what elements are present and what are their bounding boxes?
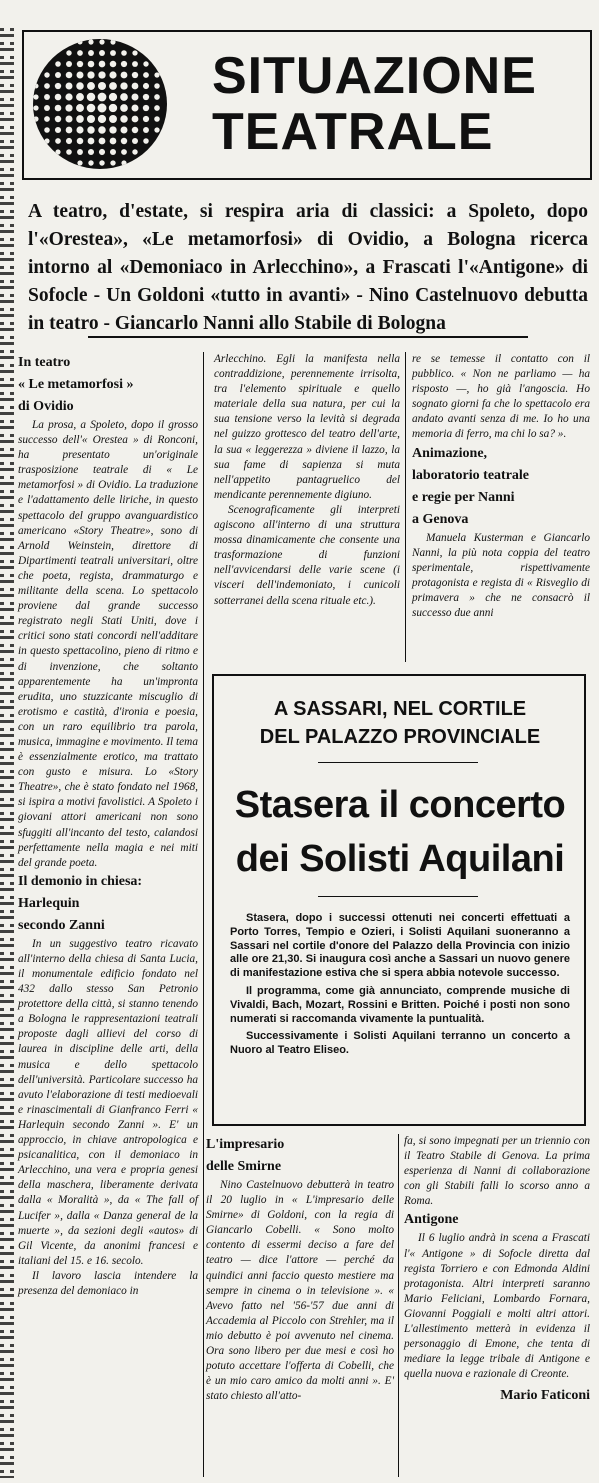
logo-dot [132, 83, 139, 90]
logo-dot [88, 160, 93, 165]
logo-dot [77, 61, 83, 67]
logo-dot [55, 61, 61, 67]
logo-dot [120, 82, 127, 89]
logo-dot [33, 83, 38, 88]
logo-dot [87, 93, 95, 101]
logo-dot [66, 127, 73, 134]
logo-dot [44, 105, 50, 111]
greek-key-border [0, 28, 14, 1478]
logo-dot [66, 138, 72, 144]
logo-dot [33, 105, 38, 110]
logo-dot [76, 115, 84, 123]
page-title [212, 48, 537, 160]
logo-dot [77, 149, 83, 155]
logo-dot [110, 160, 115, 165]
logo-dot [77, 39, 82, 44]
logo-dot [77, 50, 83, 56]
paragraph: re se temesse il contatto con il pubblico. « Non ne parliamo — ha risposto —, ho già l'angoscia. Ho sognato giorni fa che lo spettacolo era andato avanti senza di me. Io ho una memoria di ferro, ma chi lo sa? ». [412, 353, 590, 441]
logo-dot [143, 127, 149, 133]
box-body [230, 912, 570, 1062]
column-divider [203, 352, 204, 1477]
column-4 [206, 1134, 394, 1404]
section-heading: « Le metamorfosi » [18, 377, 134, 392]
logo-dot [143, 138, 149, 144]
logo-dot [109, 126, 116, 133]
paragraph: Arlecchino. Egli la manifesta nella contraddizione, perennemente irrisolta, tra l'elemento spirituale e quello materiale della sua natura, per cui la sua tensione verso la levità si degrada nel guizzo grottesco del teatro dell'arte, la sua « leggerezza » diviene il lazzo, la sua fame di sapienza si muta nell'appetito pantagruelico del mendicante perennemente digiuno. [214, 353, 400, 501]
logo-dot [98, 115, 106, 123]
logo-dot [132, 94, 139, 101]
logo-dot [99, 149, 105, 155]
logo-dot [121, 127, 128, 134]
logo-dot [143, 83, 149, 89]
logo-dot [143, 61, 148, 66]
paragraph: Il programma, come già annunciato, comprende musiche di Vivaldi, Bach, Mozart, Rossini e Britten. Poiché i posti non sono numerati si raccomanda vivamente la puntualità. [230, 984, 570, 1025]
logo-dot [121, 149, 127, 155]
subheadline: A teatro, d'estate, si respira aria di classici: a Spoleto, dopo l'«Orestea», «Le metamorfosi» di Ovidio, a Bologna ricerca intorno al «Demoniaco in Arlecchino», a Frascati l'«Antigone» di Sofocle - Un Goldoni «tutto in avanti» - Nino Castelnuovo debutta in teatro - Giancarlo Nanni allo Stabile di Bologna [28, 201, 588, 334]
logo-dot [154, 83, 160, 89]
logo-dot [88, 149, 94, 155]
section-heading: Il demonio in chiesa: [18, 873, 143, 889]
logo-dot [55, 105, 62, 112]
logo-dot [120, 93, 128, 101]
logo-dot [44, 94, 50, 100]
paragraph: Successivamente i Solisti Aquilani terranno un concerto a Nuoro al Teatro Eliseo. [230, 1030, 570, 1057]
logo-dot [88, 39, 93, 44]
logo-dot [98, 104, 107, 113]
paragraph: Stasera, dopo i successi ottenuti nei concerti effettuati a Porto Torres, Tempio e Ozieri, i Solisti Aquilani suoneranno a Sassari nel cortile d'onore del Palazzo della Provincia con inizio alle ore 21,30. Si inaugura così anche a Sassari un nuovo genere di manifestazione estiva che si spera abbia notevole successo. [230, 912, 570, 980]
logo-dot [33, 94, 38, 99]
column-divider [405, 352, 406, 662]
logo-dot [44, 127, 50, 133]
logo-dot [154, 116, 160, 122]
logo-dot [98, 126, 106, 134]
logo-dot [88, 138, 95, 145]
logo-dot [110, 50, 116, 56]
logo-dot [143, 116, 149, 122]
section-heading: a Genova [412, 511, 469, 527]
logo-dot [121, 50, 127, 56]
logo-dot [143, 105, 149, 111]
logo-dot [121, 160, 126, 165]
logo-dot [55, 72, 61, 78]
section-heading: laboratorio teatrale [412, 467, 530, 483]
logo-dot [33, 116, 38, 121]
kicker-line-2: DEL PALAZZO PROVINCIALE [259, 726, 541, 748]
logo-dot [44, 72, 49, 77]
logo-dot [76, 93, 84, 101]
logo-dot [110, 138, 117, 145]
logo-dot [131, 104, 138, 111]
logo-dot [44, 83, 50, 89]
logo-dot [143, 94, 149, 100]
box-kicker [220, 695, 580, 751]
box-rule [318, 896, 478, 897]
logo-dot [44, 138, 49, 143]
box-headline [220, 778, 580, 886]
logo-dot [87, 82, 95, 90]
logo-dot [87, 115, 95, 123]
logo-dot [132, 149, 137, 154]
logo-dot [98, 93, 107, 102]
logo-dot [109, 71, 116, 78]
paragraph: Il lavoro lascia intendere la presenza del demoniaco in [18, 1269, 198, 1297]
logo-dot [65, 115, 72, 122]
logo-dot [55, 116, 61, 122]
title-line-1: SITUAZIONE [212, 47, 537, 105]
section-heading: delle Smirne [206, 1159, 282, 1174]
logo-dot [99, 160, 104, 165]
logo-dot [109, 115, 117, 123]
logo-dot [109, 82, 117, 90]
column-5 [404, 1134, 590, 1404]
logo-dot [65, 104, 72, 111]
paragraph: Nino Castelnuovo debutterà in teatro il 20 luglio in « L'impresario delle Smirne» di Goldoni, con la regia di Giancarlo Cobelli. « Sono molto contento di essermi deciso a fare del teatro — dice l'attore — perché da quindici anni faccio questo mestiere ma sempre in cinema o in televisione ». « Avevo fatto nel '56-'57 due anni di Accademia al Piccolo con Strehler, ma il mio debutto è poi avvenuto nel cinema. Ora sono libero per due mesi e così ho potuto accettare l'offerta di Cobelli, che è un mio caro amico da molti anni ». E' stato chiesto all'atto- [206, 1179, 394, 1403]
logo-dot [87, 104, 96, 113]
section-heading: e regie per Nanni [412, 489, 515, 505]
paragraph: La prosa, a Spoleto, dopo il grosso successo dell'« Orestea » di Ronconi, ha presentato un'originale trasposizione teatrale di « Le metamorfosi » di Ovidio. La traduzione e l'adattamento delle liriche, in questo spettacolo del gruppo avanguardistico americano «Story Theatre», sono di Arnold Weinstein, direttore di Dipartimenti teatrali universitari, oltre che poeta, regista, drammaturgo e militante della scena. Lo spettacolo proviene dal grande successo registrato negli Stati Uniti, dove i critici sono stati concordi nell'additare in questo spettacolino, pieno di ritmo e di invenzione, che soltanto apparentemente ha un'impronta erudita, uno stuzzicante miscuglio di erotismo e castità, d'ironia e poesia, con un raro equilibrio tra parola, musica, immagine e movimento. Il tema è essenzialmente erotico, ma trattato con gusto e misura. Lo «Story Theatre», che è stato fondato nel 1968, si ispira a motivi favolistici. A Spoleto i giovani attori americani non sono sfuggiti all'incanto del testo, calandosi perfettamente nella magia e nei miti del grande poeta. [18, 419, 198, 869]
logo-dot [66, 83, 73, 90]
logo-dot [87, 71, 94, 78]
logo-dot [44, 116, 50, 122]
section-heading: In teatro [18, 355, 71, 370]
logo-dot [66, 61, 72, 67]
subhead-rule [88, 336, 528, 338]
section-heading: Antigone [404, 1212, 459, 1228]
logo-dot [132, 50, 137, 55]
title-line-2: TEATRALE [212, 103, 494, 161]
logo-dot [77, 160, 82, 165]
column-2 [214, 352, 400, 609]
logo-dot [66, 50, 71, 55]
paragraph: In un suggestivo teatro ricavato all'interno della chiesa di Santa Lucia, il monumentale edificio fondato nel 432 dallo stesso San Petronio protettore della città, si stanno tenendo a Bologna le rappresentazioni teatrali proposte dagli allievi del corso di laurea in discipline delle arti, della musica e dello spettacolo dell'università. Particolare successo ha avuto l'elaborazione di testi medioevali e rinascimentali di Gianfranco Ferri « Harlequin secondo Zanni ». E' un approccio, in chiave antropologica e psicanalitica, con il demoniaco in Arlecchino, una vera e propria genesi della maschera, liberamente derivata dalla « Moralità », da « The fall of Lucifer », dalla « Danza general de la muerte », da sezioni degli «autos» di Gil Vicente, da anonimi francesi e italiani del 15. e 16. secolo. [18, 937, 198, 1267]
section-heading: L'impresario [206, 1137, 285, 1152]
logo-dot [132, 116, 139, 123]
logo-dot [132, 61, 138, 67]
logo-dot [120, 104, 128, 112]
logo-dot [121, 72, 128, 79]
logo-dot [110, 61, 117, 68]
logo-dot [65, 93, 72, 100]
paragraph: Manuela Kusterman e Giancarlo Nanni, la più nota coppia del teatro sperimentale, rispettivamente protagonista e regista di « Risveglio di primavera » che ne consacrò il successo due anni [412, 531, 590, 620]
logo-dot [76, 126, 83, 133]
section-heading: secondo Zanni [18, 917, 105, 933]
logo-dot [99, 39, 104, 44]
author-signature: Mario Faticoni [500, 1388, 590, 1404]
logo-dot [98, 71, 105, 78]
logo-dot [77, 72, 84, 79]
headline-line-2: dei Solisti Aquilani [235, 838, 565, 880]
section-heading: Harlequin [18, 895, 80, 911]
logo-dot [120, 115, 127, 122]
logo-dot [76, 104, 84, 112]
logo-dot [121, 138, 127, 144]
logo-dot [55, 127, 61, 133]
logo-dot [109, 93, 117, 101]
logo-dot [99, 138, 106, 145]
logo-dot [132, 72, 138, 78]
logo-dot [88, 61, 95, 68]
logo-dot [99, 61, 106, 68]
section-heading: Animazione, [412, 445, 488, 461]
paragraph: Il 6 luglio andrà in scena a Frascati l'« Antigone » di Sofocle diretta dal regista Torriero e con Edmonda Aldini protagonista. Altri interpreti saranno Mario Feliciani, Lombardo Fornara, Giovanni Poggiali e molti altri attori. L'allestimento metterà in evidenza il personaggio di Emone, che tenta di mediare la legge tribale di Antigone e quella nuova e razionale di Creonte. [404, 1232, 590, 1381]
paragraph: Scenograficamente gli interpreti agiscono all'interno di una struttura mossa dinamicamente che consente una trasformazione di funzioni nell'avvicendarsi delle varie scene (i visceri dell'indemoniato, i cunicoli sotterranei della scena rituale etc.). [214, 503, 400, 607]
headline-line-1: Stasera il concerto [234, 784, 566, 826]
column-1 [18, 352, 198, 1299]
logo-dot [55, 94, 62, 101]
logo-dot [55, 138, 61, 144]
paragraph: fa, si sono impegnati per un triennio con il Teatro Stabile di Genova. La prima esperienza di Nanni di collaborazione con gli Stabili falli lo scorso anno a Roma. [404, 1135, 590, 1208]
logo-dot [154, 94, 160, 100]
dotted-sphere-logo [30, 36, 170, 172]
logo-dot [99, 50, 105, 56]
logo-dot [121, 61, 127, 67]
logo-dot [98, 82, 106, 90]
logo-dot [55, 83, 61, 89]
column-3 [412, 352, 590, 621]
logo-dot [132, 127, 138, 133]
logo-dot [66, 72, 73, 79]
logo-dot [143, 72, 149, 78]
section-heading: di Ovidio [18, 399, 74, 414]
logo-dot [55, 149, 60, 154]
kicker-line-1: A SASSARI, NEL CORTILE [273, 698, 527, 720]
logo-dot [110, 39, 115, 44]
logo-dot [110, 149, 116, 155]
logo-dot [109, 104, 117, 112]
logo-dot [154, 72, 159, 77]
logo-dot [132, 138, 138, 144]
logo-dot [77, 138, 84, 145]
logo-dot [87, 126, 94, 133]
logo-dot [88, 50, 94, 56]
column-divider [398, 1134, 399, 1477]
logo-dot [76, 82, 84, 90]
logo-dot [154, 127, 159, 132]
logo-dot [154, 105, 160, 111]
logo-dot [66, 149, 72, 155]
box-rule [318, 762, 478, 763]
